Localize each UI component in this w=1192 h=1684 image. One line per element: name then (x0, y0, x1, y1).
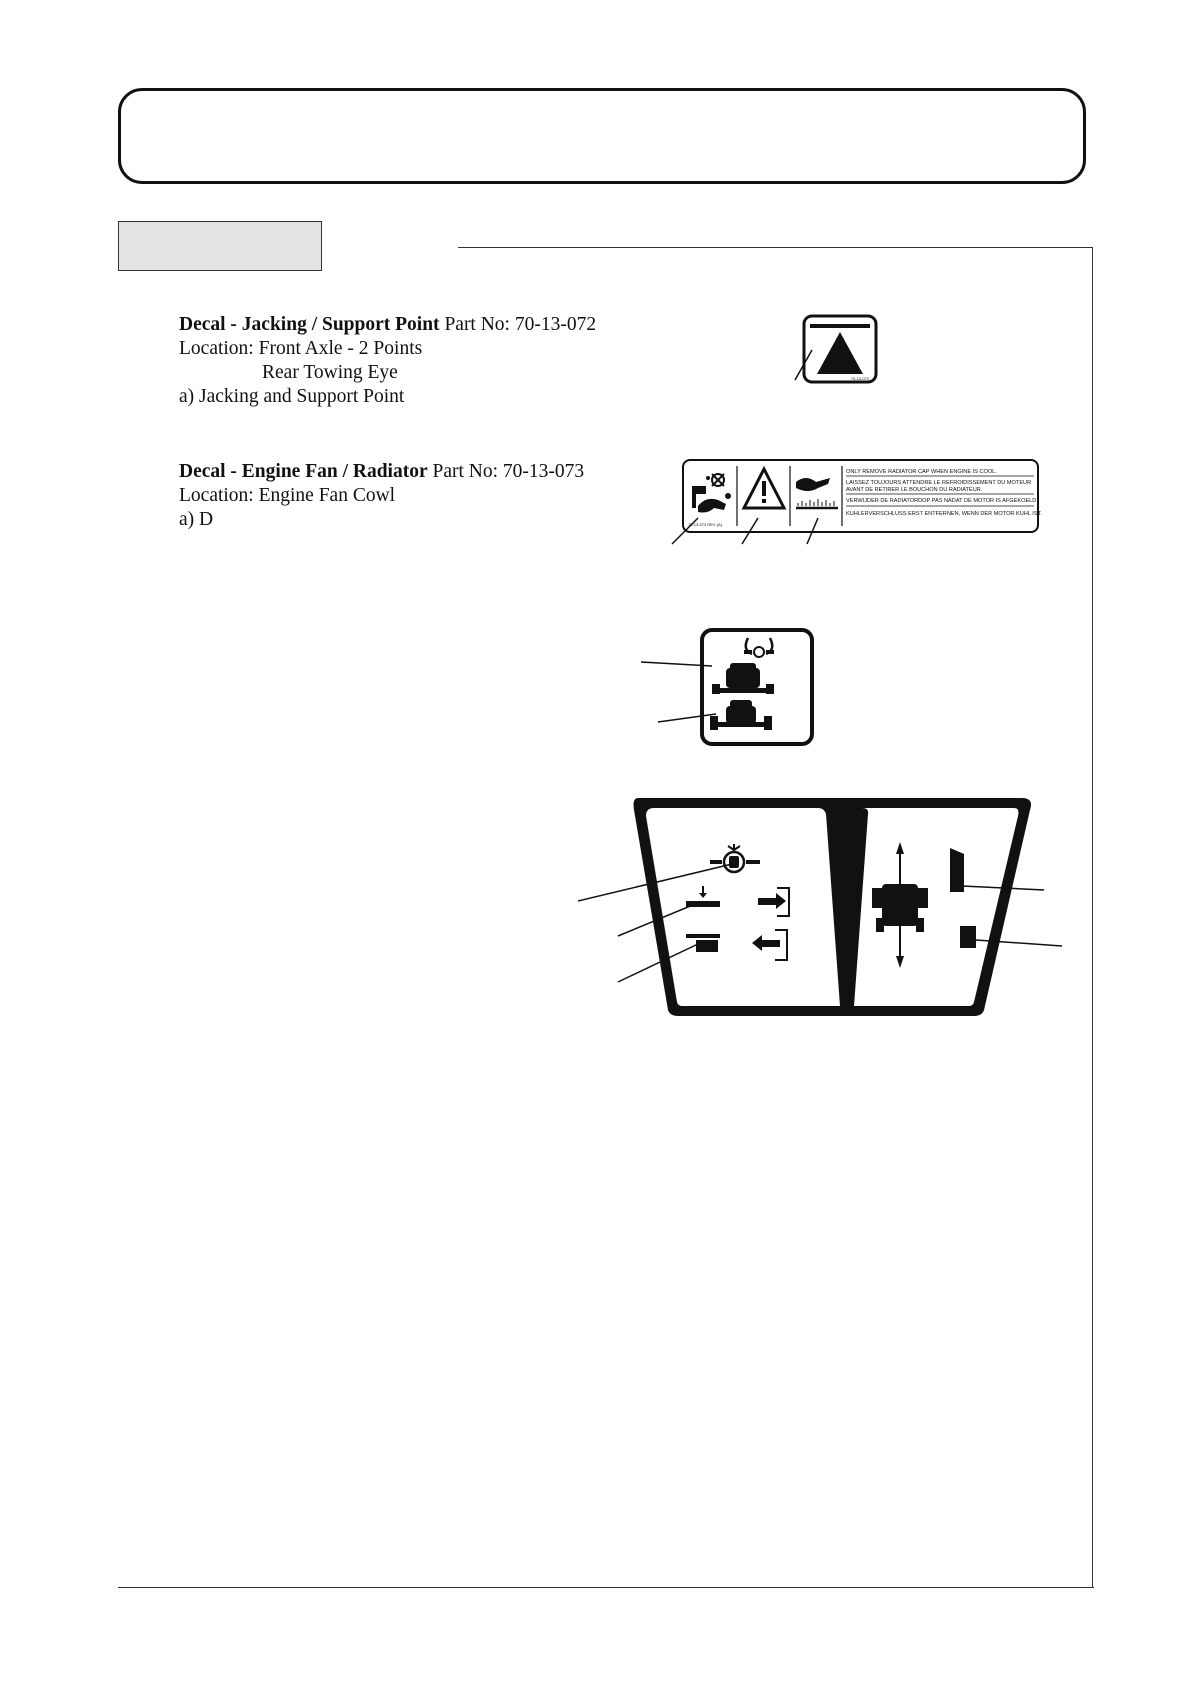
jacking-decal-code: 70-13-072 (850, 376, 869, 381)
decal-engine-fan-location: Location: Engine Fan Cowl (179, 485, 396, 506)
warning-line-nl: VERWIJDER DE RADIATORDOP PAS NADAT DE MOTOR IS AFGEKOELD. (846, 498, 1038, 504)
section-tab (118, 221, 322, 271)
top-rule (458, 247, 1093, 248)
warning-line-fr-2: AVANT DE RETIRER LE BOUCHON DU RADIATEUR. (846, 487, 983, 493)
short-pedal-icon (960, 926, 976, 948)
decal-jacking-item-a: a) Jacking and Support Point (179, 386, 405, 407)
decal-engine-fan-title: Decal - Engine Fan / Radiator (179, 461, 428, 482)
decal-jacking-part-number: Part No: 70-13-072 (444, 314, 597, 335)
radiator-decal-code: 70-13-073 REV (A) (688, 522, 723, 527)
warning-line-fr-1: LAISSEZ TOUJOURS ATTENDRE LE REFROIDISSEMENT DU MOTEUR (846, 480, 1032, 486)
decal-jacking-title: Decal - Jacking / Support Point (179, 314, 440, 335)
decal-jacking-section (179, 313, 596, 409)
jacking-decal-image (785, 312, 885, 388)
decal-jacking-location-2: Rear Towing Eye (262, 362, 398, 383)
page-header-box (118, 88, 1086, 184)
decal-jacking-location: Location: Front Axle - 2 Points (179, 338, 423, 359)
radiator-decal-image (668, 456, 1048, 546)
control-decal-image (578, 790, 1062, 1020)
decal-engine-fan-item-a: a) D (179, 509, 214, 530)
right-rule (1092, 247, 1093, 1588)
decal-engine-fan-part-number: Part No: 70-13-073 (432, 461, 585, 482)
tall-pedal-icon (950, 848, 964, 892)
bottom-rule (118, 1587, 1094, 1588)
lift-position-decal-image (640, 626, 820, 748)
warning-line-de: KUHLERVERSCHLUSS ERST ENTFERNEN, WENN DER MOTOR KUHL IST. (846, 511, 1042, 517)
decal-jacking-heading (179, 313, 596, 337)
decal-engine-fan-section (179, 460, 584, 532)
warning-line-en: ONLY REMOVE RADIATOR CAP WHEN ENGINE IS COOL. (846, 469, 997, 475)
decal-engine-fan-heading (179, 460, 584, 484)
